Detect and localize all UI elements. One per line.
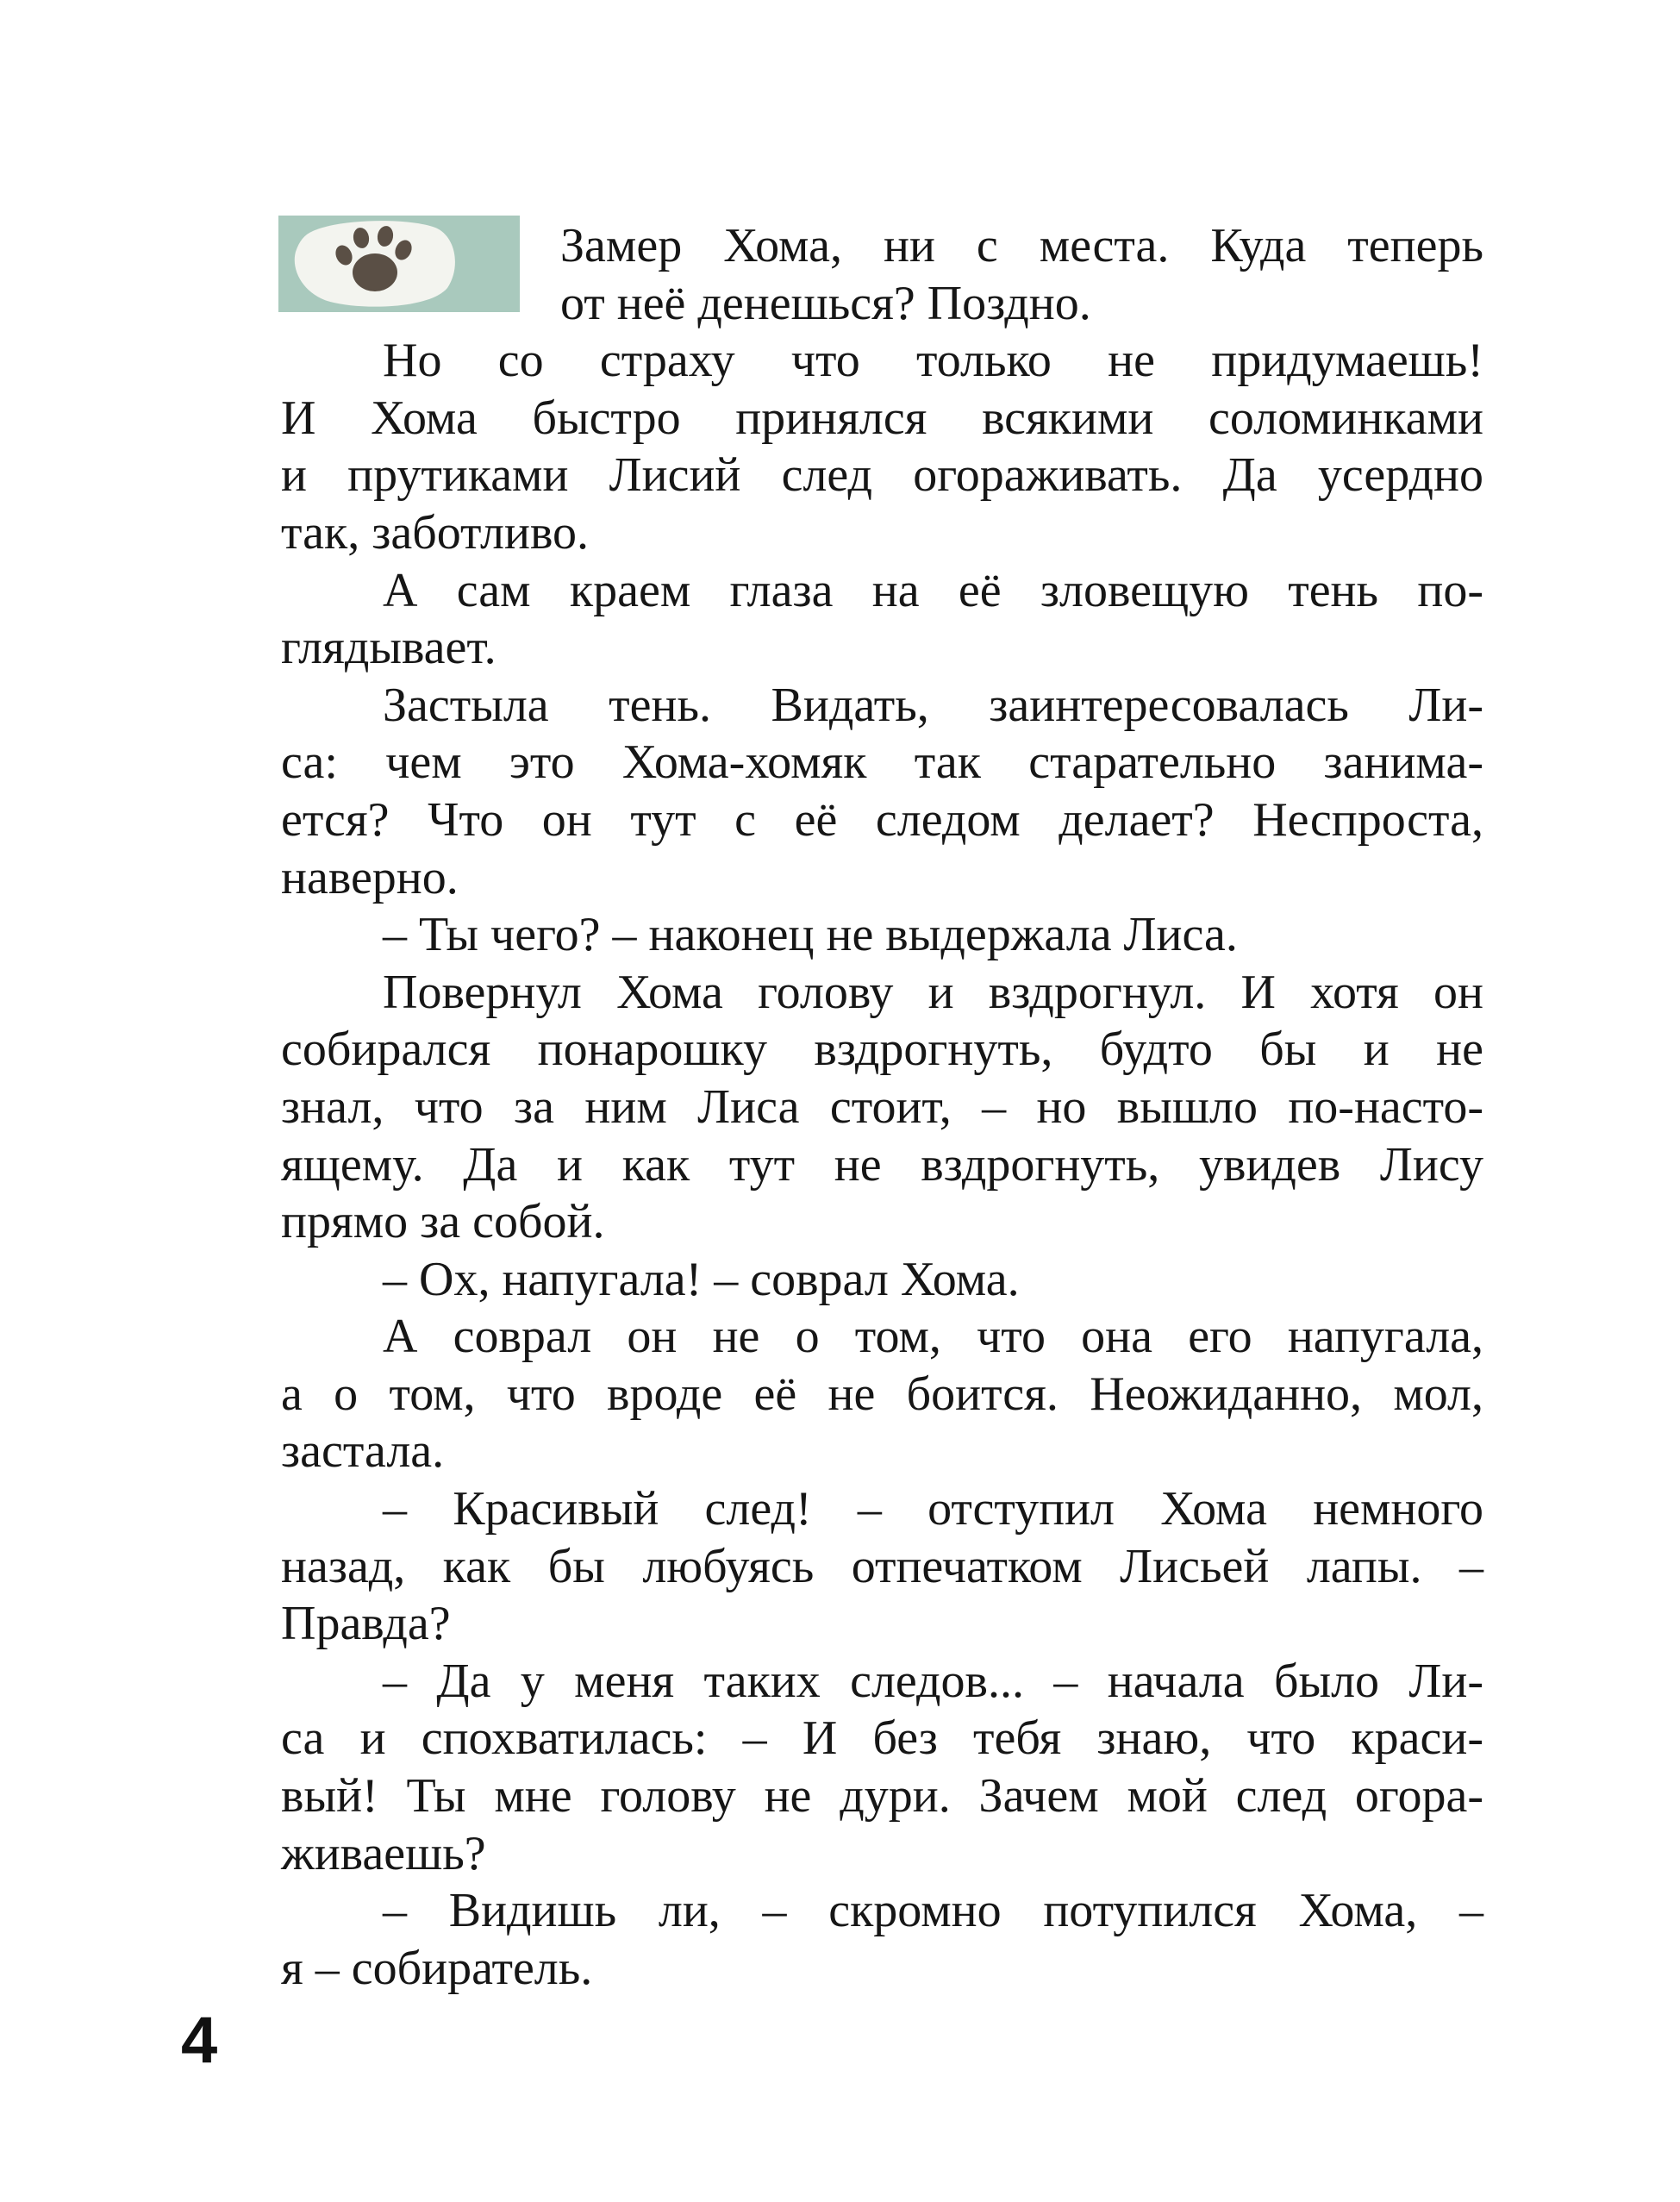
text-line: ящему. Да и как тут не вздрогнуть, увидев Лису xyxy=(281,1137,1483,1192)
text-line: – Видишь ли, – скромно потупился Хома, – xyxy=(383,1884,1483,1938)
story-text xyxy=(281,217,1483,1997)
text-line: знал, что за ним Лиса стоит, – но вышло по-насто- xyxy=(281,1079,1483,1134)
text-line: Замер Хома, ни с места. Куда теперь xyxy=(560,219,1483,272)
text-line: наверно. xyxy=(281,850,459,904)
text-line: А сам краем глаза на её зловещую тень по- xyxy=(383,563,1483,617)
text-line: а о том, что вроде её не боится. Неожиданно, мол, xyxy=(281,1367,1483,1421)
text-line: са и спохватилась: – И без тебя знаю, что краси- xyxy=(281,1711,1483,1766)
text-line: Застыла тень. Видать, заинтересовалась Ли- xyxy=(383,678,1483,732)
text-line: – Да у меня таких следов... – начала было Ли- xyxy=(383,1654,1483,1708)
text-line: глядывает. xyxy=(281,621,497,675)
text-line: застала. xyxy=(281,1424,445,1479)
text-line: са: чем это Хома-хомяк так старательно занима- xyxy=(281,735,1483,790)
page-number: 4 xyxy=(181,2004,218,2077)
text-line: И Хома быстро принялся всякими соломинками xyxy=(281,391,1483,445)
text-line: – Красивый след! – отступил Хома немного xyxy=(383,1482,1483,1536)
text-line: живаешь? xyxy=(281,1826,486,1880)
text-line: ется? Что он тут с её следом делает? Неспроста, xyxy=(281,792,1483,847)
text-line: от неё денешься? Поздно. xyxy=(560,276,1091,330)
text-line: вый! Ты мне голову не дури. Зачем мой след огора- xyxy=(281,1769,1483,1824)
text-line: А соврал он не о том, что она его напугала, xyxy=(383,1310,1483,1364)
text-line: назад, как бы любуясь отпечатком Лисьей лапы. – xyxy=(281,1539,1483,1593)
text-line: я – собиратель. xyxy=(281,1941,593,1995)
text-line: прямо за собой. xyxy=(281,1195,605,1249)
text-line: – Ох, напугала! – соврал Хома. xyxy=(383,1252,1020,1306)
text-line: собирался понарошку вздрогнуть, будто бы и не xyxy=(281,1023,1483,1077)
text-line: – Ты чего? – наконец не выдержала Лиса. xyxy=(383,908,1238,962)
text-line: Но со страху что только не придумаешь! xyxy=(383,334,1483,388)
text-line: Правда? xyxy=(281,1597,451,1651)
text-line: так, заботливо. xyxy=(281,505,589,560)
text-line: Повернул Хома голову и вздрогнул. И хотя он xyxy=(383,965,1483,1019)
text-line: и прутиками Лисий след огораживать. Да усердно xyxy=(281,448,1483,503)
